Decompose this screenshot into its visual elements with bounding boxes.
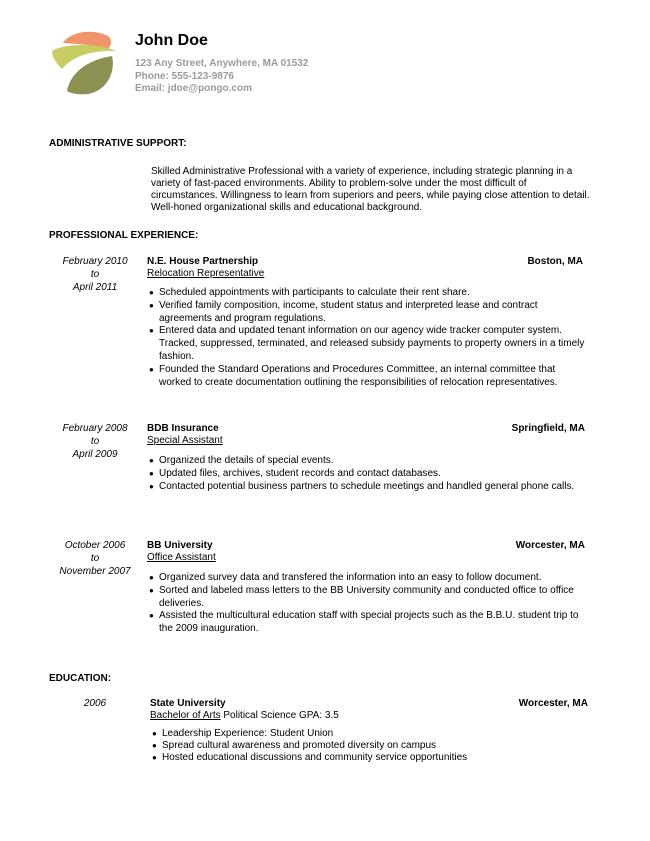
applicant-name: John Doe	[135, 32, 208, 49]
education-location: Worcester, MA	[518, 698, 588, 709]
bullet-item: ● Updated files, archives, student records and contact databases.	[149, 468, 589, 481]
bullet-item: ● Leadership Experience: Student Union	[152, 728, 592, 740]
education-section-heading: EDUCATION:	[49, 673, 112, 684]
bullet-item: ● Assisted the multicultural education staff with special projects such as the B.B.U. student trip to the 2009 inauguration.	[149, 610, 589, 636]
entry-dates	[40, 539, 150, 578]
role-title: Special Assistant	[147, 435, 223, 446]
entry-bullets	[149, 455, 589, 493]
date-to: to	[90, 269, 100, 280]
entry-location: Worcester, MA	[515, 540, 585, 551]
date-end: April 2009	[72, 449, 118, 460]
bullet-item: ● Organized survey data and transfered the information into an easy to follow document.	[149, 572, 589, 585]
entry-organization: BDB Insurance	[147, 423, 219, 434]
logo-bottom-leaf	[67, 56, 113, 94]
date-start: February 2010	[62, 256, 128, 267]
education-bullets	[152, 728, 592, 764]
entry-bullets	[149, 572, 589, 636]
bullet-item: ● Spread cultural awareness and promoted diversity on campus	[152, 740, 592, 752]
contact-email: Email: jdoe@pongo.com	[135, 83, 252, 94]
bullet-item: ● Contacted potential business partners to schedule meetings and handled general phone calls.	[149, 481, 589, 494]
company-logo	[50, 29, 116, 95]
education-degree: Bachelor of Arts	[150, 710, 221, 721]
admin-summary: Skilled Administrative Professional with a variety of experience, including strategic planning in a variety of fast-paced environments. Ability to problem-solve under the most difficult of circumstances. Willingness to learn from superiors and peers, while paying close attention to detail. Well-honed organizational skills and educational background.	[151, 166, 590, 213]
entry-dates	[40, 255, 150, 294]
entry-role	[147, 267, 264, 280]
contact-phone: Phone: 555-123-9876	[135, 70, 234, 82]
entry-role	[147, 551, 216, 564]
experience-section-heading: PROFESSIONAL EXPERIENCE:	[49, 230, 199, 241]
role-title: Relocation Representative	[147, 268, 265, 279]
admin-section-heading: ADMINISTRATIVE SUPPORT:	[49, 138, 187, 149]
entry-bullets	[149, 287, 589, 389]
bullet-item: ● Organized the details of special events.	[149, 455, 589, 468]
contact-address: 123 Any Street, Anywhere, MA 01532	[135, 58, 309, 69]
entry-dates	[40, 422, 150, 461]
entry-role	[147, 434, 223, 447]
entry-organization: BB University	[147, 540, 213, 551]
education-degree-line	[150, 709, 339, 722]
date-end: April 2011	[72, 282, 118, 293]
entry-organization: N.E. House Partnership	[147, 256, 259, 267]
date-start: February 2008	[62, 423, 128, 434]
bullet-item: ● Scheduled appointments with participants to calculate their rent share.	[149, 287, 589, 300]
contact-block	[135, 58, 308, 96]
date-start: October 2006	[64, 540, 126, 551]
entry-location: Springfield, MA	[511, 423, 585, 434]
date-to: to	[90, 553, 100, 564]
education-details: Political Science GPA: 3.5	[220, 710, 339, 721]
date-end: November 2007	[59, 566, 131, 577]
entry-location: Boston, MA	[527, 256, 583, 267]
date-to: to	[90, 436, 100, 447]
education-year: 2006	[83, 698, 107, 709]
bullet-item: ● Sorted and labeled mass letters to the BB University community and conducted office to office deliveries.	[149, 585, 589, 611]
bullet-item: ● Founded the Standard Operations and Procedures Committee, an internal committee that worked to create documentation outlining the responsibilities of relocation representatives.	[149, 364, 589, 390]
bullet-item: ● Hosted educational discussions and community service opportunities	[152, 752, 592, 764]
role-title: Office Assistant	[147, 552, 216, 563]
bullet-item: ● Verified family composition, income, student status and interpreted lease and contract agreements and program regulations.	[149, 300, 589, 326]
education-school: State University	[150, 698, 226, 709]
bullet-item: ● Entered data and updated tenant information on our agency wide tracker computer system. Tracked, suppressed, terminated, and released subsidy payments to property owners in a timely fashion.	[149, 325, 589, 363]
